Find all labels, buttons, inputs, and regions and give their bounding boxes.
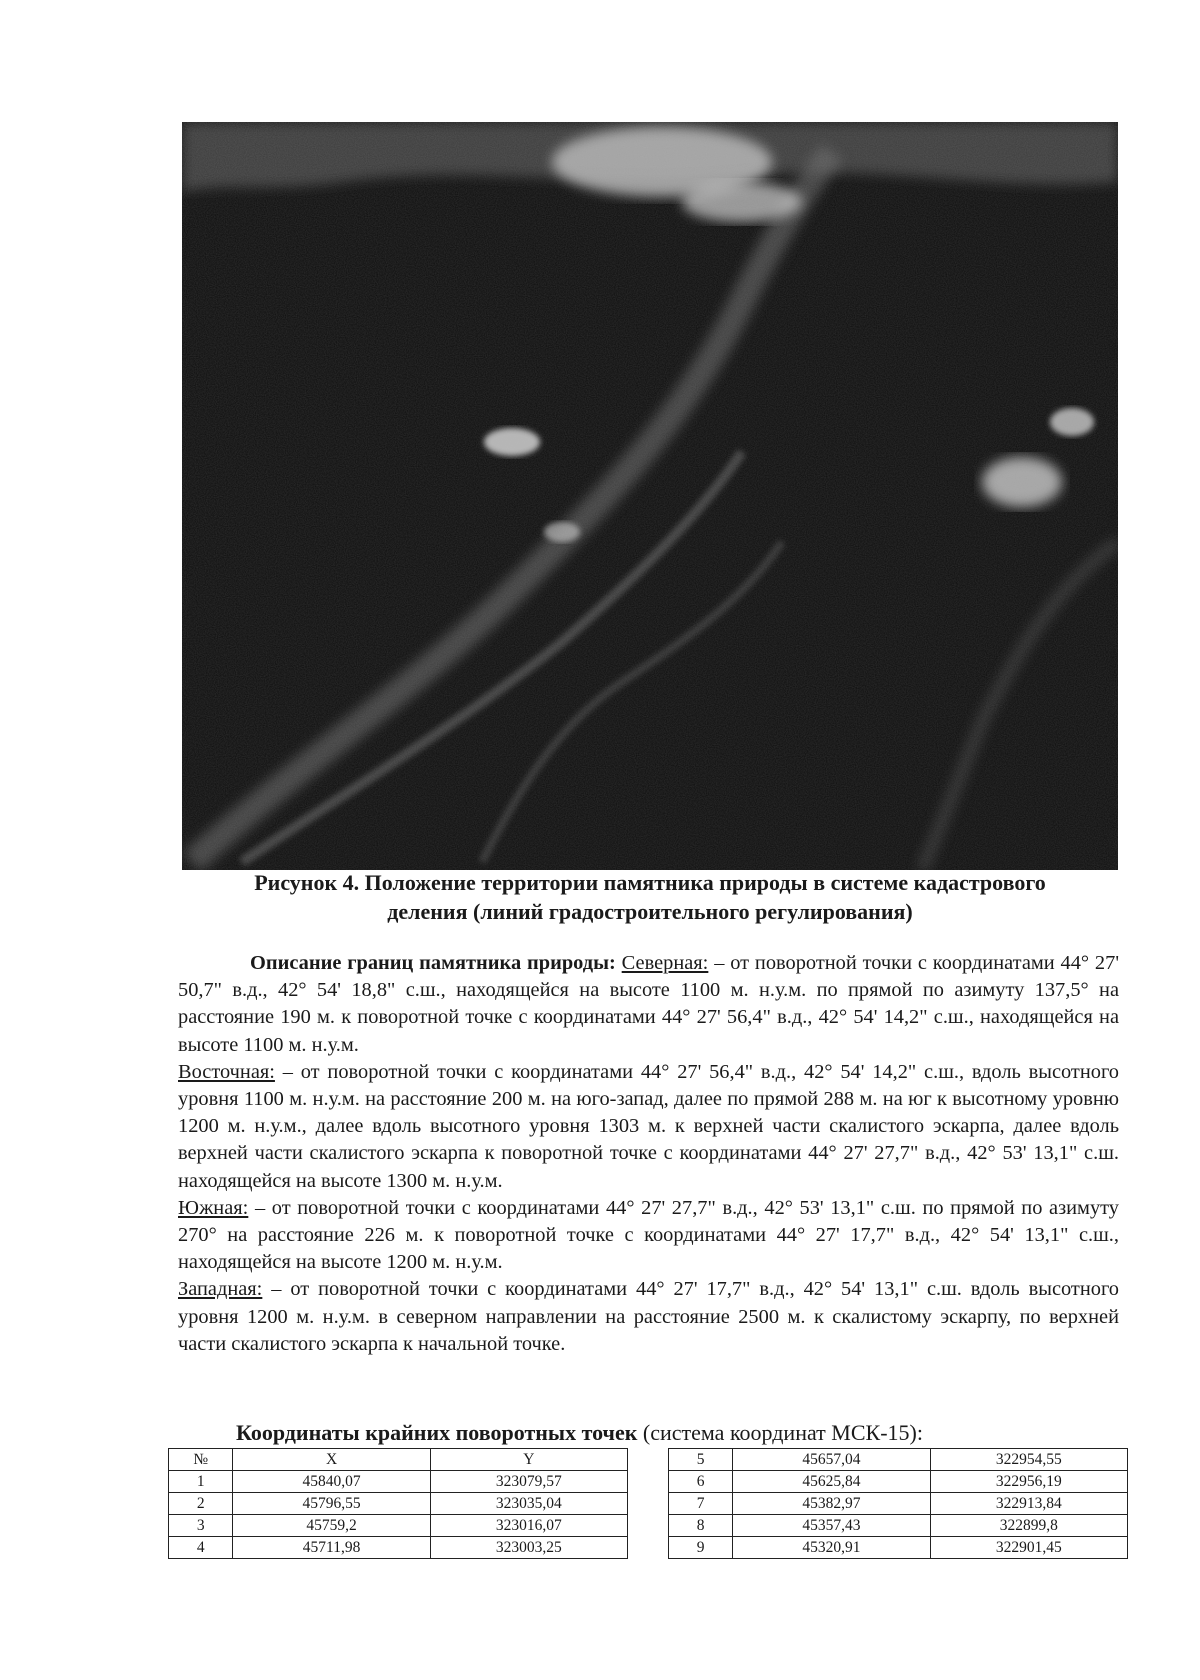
header-x: X [233,1449,430,1471]
table-row [169,1515,628,1537]
cell-y: 322899,8 [930,1515,1127,1537]
coords-table-right [668,1448,1128,1559]
figure-caption-line-2: деления (линий градостроительного регулирования) [387,899,913,924]
cell-x: 45759,2 [233,1515,430,1537]
cell-x: 45320,91 [733,1537,930,1559]
cell-number: 3 [169,1515,233,1537]
cell-x: 45796,55 [233,1493,430,1515]
cell-number: 1 [169,1471,233,1493]
boundary-description [178,950,1119,1358]
cell-number: 8 [669,1515,733,1537]
table-row [669,1471,1128,1493]
east-boundary-label: Восточная: [178,1060,275,1083]
table-row [169,1493,628,1515]
table-row [169,1537,628,1559]
header-y: Y [430,1449,627,1471]
cell-x: 45657,04 [733,1449,930,1471]
cell-x: 45711,98 [233,1537,430,1559]
cell-number: 5 [669,1449,733,1471]
west-boundary-text: – от поворотной точки с координатами 44° 27' 17,7" в.д., 42° 54' 13,1" с.ш. вдоль высотного уровня 1200 м. н.у.м. в северном направлении на расстояние 2500 м. к скалистому эскарпу, по верхней части скалистого эскарпа к начальной точке. [178,1278,1119,1355]
table-row [669,1537,1128,1559]
description-lead: Описание границ памятника природы: [250,952,616,974]
cell-number: 6 [669,1471,733,1493]
table-row [669,1493,1128,1515]
coords-heading-rest: (система координат МСК-15): [637,1420,923,1445]
east-boundary-paragraph [178,1059,1119,1195]
satellite-image-graphic [182,122,1118,870]
cell-number: 4 [169,1537,233,1559]
west-boundary-paragraph [178,1276,1119,1358]
south-boundary-paragraph [178,1195,1119,1277]
cell-y: 323035,04 [430,1493,627,1515]
cell-number: 7 [669,1493,733,1515]
north-boundary-paragraph [178,950,1119,1059]
coords-table-heading [236,1420,923,1446]
table-row [669,1449,1128,1471]
cell-y: 322913,84 [930,1493,1127,1515]
satellite-image [182,122,1118,870]
cell-y: 322954,55 [930,1449,1127,1471]
cell-y: 322901,45 [930,1537,1127,1559]
coords-heading-bold: Координаты крайних поворотных точек [236,1420,638,1445]
east-boundary-text: – от поворотной точки с координатами 44° 27' 56,4" в.д., 42° 54' 14,2" с.ш., вдоль высотного уровня 1100 м. н.у.м. на расстояние 200 м. на юго-запад, далее по прямой 288 м. на юг к высотному уровню 1200 м. н.у.м., далее вдоль высотного уровня 1303 м. к верхней части скалистого эскарпа, далее вдоль верхней части скалистого эскарпа к поворотной точке с координатами 44° 27' 27,7" в.д., 42° 53' 13,1" с.ш. находящейся на высоте 1300 м. н.у.м. [178,1060,1119,1192]
cell-y: 323003,25 [430,1537,627,1559]
figure-caption-line-1: Рисунок 4. Положение территории памятника природы в системе кадастрового [254,870,1046,895]
cell-x: 45840,07 [233,1471,430,1493]
west-boundary-label: Западная: [178,1278,263,1301]
figure-caption [150,868,1150,926]
cell-y: 323079,57 [430,1471,627,1493]
north-boundary-label: Северная: [621,952,709,974]
north-boundary-text: – от поворотной точки с координатами 44° 27' 50,7" в.д., 42° 54' 18,8" с.ш., находящейся на высоте 1100 м. н.у.м. по прямой по азимуту 137,5° на расстояние 190 м. к поворотной точке с координатами 44° 27' 56,4" в.д., 42° 54' 14,2" с.ш., находящейся на высоте 1100 м. н.у.м. [178,952,1119,1056]
cell-x: 45625,84 [733,1471,930,1493]
south-boundary-label: Южная: [178,1196,249,1219]
coords-table-left [168,1448,628,1559]
cell-number: 9 [669,1537,733,1559]
table-row [669,1515,1128,1537]
header-number: № [169,1449,233,1471]
south-boundary-text: – от поворотной точки с координатами 44° 27' 27,7" в.д., 42° 53' 13,1" с.ш. по прямой по азимуту 270° на расстояние 226 м. к поворотной точке с координатами 44° 27' 17,7" в.д., 42° 54' 13,1" с.ш., находящейся на высоте 1200 м. н.у.м. [178,1196,1119,1274]
cell-x: 45357,43 [733,1515,930,1537]
cell-y: 323016,07 [430,1515,627,1537]
cell-number: 2 [169,1493,233,1515]
table-header-row [169,1449,628,1471]
cell-y: 322956,19 [930,1471,1127,1493]
cell-x: 45382,97 [733,1493,930,1515]
table-row [169,1471,628,1493]
